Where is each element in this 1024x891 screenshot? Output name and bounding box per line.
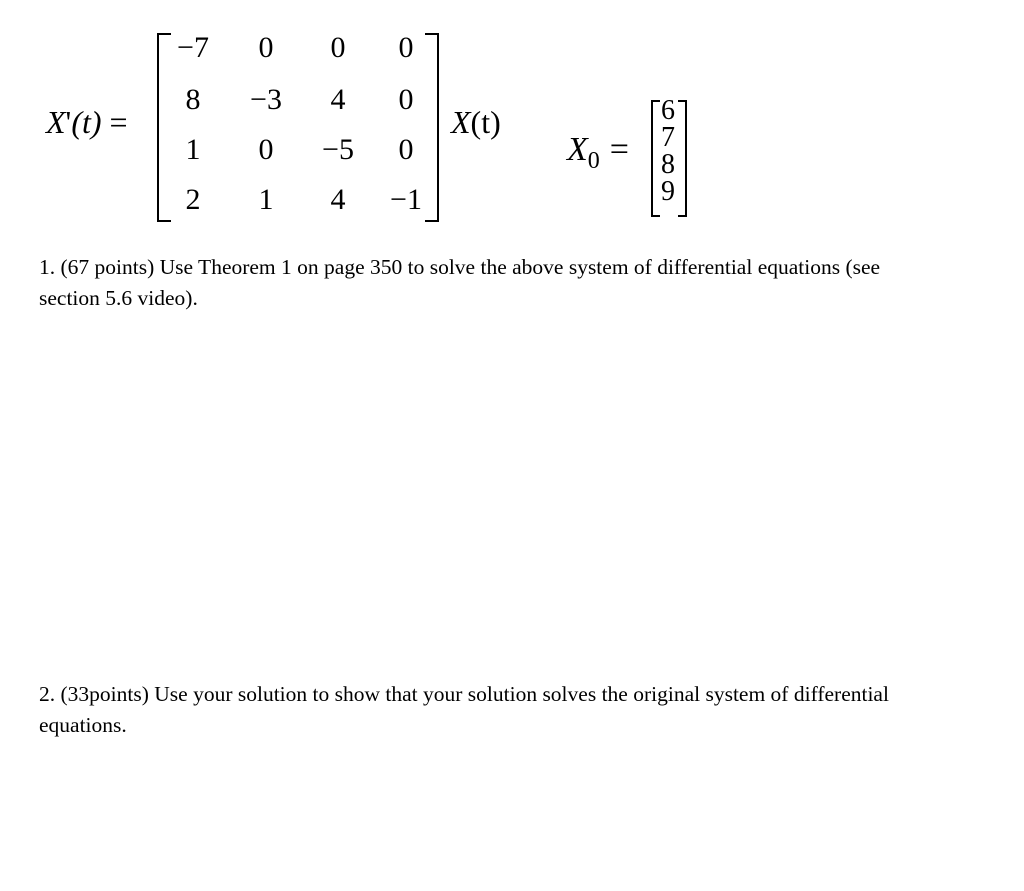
matrix-cell: −7 <box>177 31 209 64</box>
initial-variable: X <box>567 131 588 168</box>
lhs-variable: X <box>46 104 66 140</box>
matrix-cell: −5 <box>322 133 354 166</box>
lhs-argument: (t) <box>71 104 102 140</box>
question-2: 2. (33points) Use your solution to show that your solution solves the original system of differential equations. <box>39 682 889 737</box>
rhs-variable: X <box>451 104 471 140</box>
equation-rhs <box>451 104 501 141</box>
rhs-argument: (t) <box>470 104 501 140</box>
question-1: 1. (67 points) Use Theorem 1 on page 350 to solve the above system of differential equations (see section 5.6 video). <box>39 255 881 310</box>
matrix-cell: 0 <box>258 31 274 64</box>
equation-lhs <box>46 104 128 141</box>
vector-cell: 9 <box>661 176 675 207</box>
matrix-cell: 0 <box>258 133 274 166</box>
matrix-cell: 8 <box>185 83 201 116</box>
initial-subscript: 0 <box>587 148 600 174</box>
lhs-prime: ' <box>65 104 72 140</box>
matrix-cell: −1 <box>390 183 422 216</box>
matrix-cell: 4 <box>330 183 346 216</box>
initial-equals: = <box>609 131 629 168</box>
matrix-cell: 0 <box>398 31 414 64</box>
vector-cell: 7 <box>661 122 675 153</box>
vector-cell: 8 <box>661 149 675 180</box>
matrix-cell: 2 <box>185 183 201 216</box>
matrix-cell: 1 <box>258 183 274 216</box>
matrix-cell: −3 <box>250 83 282 116</box>
matrix-cell: 0 <box>398 133 414 166</box>
matrix-cell: 0 <box>330 31 346 64</box>
matrix-cell: 4 <box>330 83 346 116</box>
lhs-equals: = <box>101 104 128 140</box>
matrix-cell: 0 <box>398 83 414 116</box>
matrix-cell: 1 <box>185 133 201 166</box>
vector-cell: 6 <box>661 95 675 126</box>
initial-condition-label <box>567 131 629 174</box>
